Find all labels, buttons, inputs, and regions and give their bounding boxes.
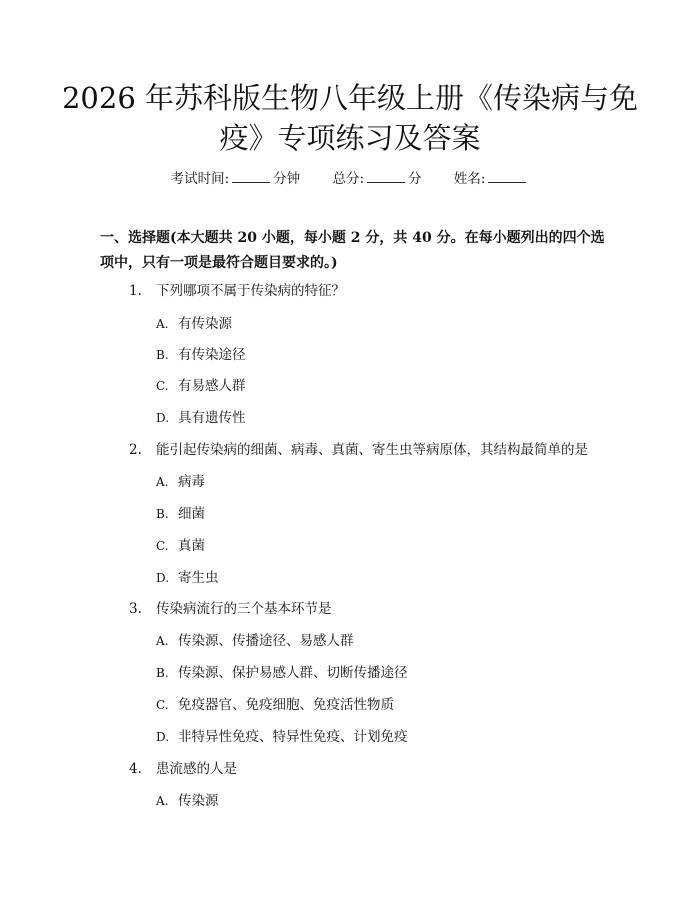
name-blank bbox=[488, 168, 526, 183]
option-text: 有传染源 bbox=[178, 316, 232, 332]
option-letter: D. bbox=[156, 571, 170, 585]
option-2d bbox=[156, 568, 219, 588]
option-2c bbox=[156, 536, 205, 556]
option-letter: A. bbox=[156, 794, 169, 808]
option-text: 具有遗传性 bbox=[178, 410, 246, 426]
option-letter: B. bbox=[156, 666, 169, 680]
option-3a bbox=[156, 631, 354, 651]
option-letter: A. bbox=[156, 634, 169, 648]
option-1c bbox=[156, 376, 246, 396]
option-text: 有传染途径 bbox=[178, 347, 246, 363]
page-title: 2026 年苏科版生物八年级上册《传染病与免疫》专项练习及答案 bbox=[61, 81, 639, 155]
question-stem: 传染病流行的三个基本环节是 bbox=[156, 601, 332, 617]
question-number: 4. bbox=[129, 761, 142, 777]
total-score-label: 总分: bbox=[332, 171, 365, 187]
question-number: 2. bbox=[129, 442, 142, 458]
section-heading: 一、选择题(本大题共 20 小题，每小题 2 分，共 40 分。在每小题列出的四个选项中，只有一项是最符合题目要求的。) bbox=[100, 230, 605, 271]
option-1d bbox=[156, 408, 246, 428]
option-text: 传染源 bbox=[178, 793, 219, 809]
total-score-unit: 分 bbox=[408, 171, 422, 187]
option-text: 真菌 bbox=[178, 538, 205, 554]
option-3c bbox=[156, 695, 394, 715]
question-number: 3. bbox=[129, 601, 142, 617]
option-text: 传染源、传播途径、易感人群 bbox=[178, 633, 354, 649]
option-letter: C. bbox=[156, 379, 169, 393]
option-2b bbox=[156, 504, 205, 524]
option-3b bbox=[156, 663, 408, 683]
question-stem: 能引起传染病的细菌、病毒、真菌、寄生虫等病原体，其结构最简单的是 bbox=[156, 442, 588, 458]
option-1a bbox=[156, 314, 232, 334]
name-label: 姓名: bbox=[453, 171, 486, 187]
option-text: 免疫器官、免疫细胞、免疫活性物质 bbox=[178, 697, 394, 713]
option-letter: B. bbox=[156, 507, 169, 521]
total-score-field bbox=[332, 168, 421, 189]
option-letter: C. bbox=[156, 698, 169, 712]
name-field bbox=[454, 168, 530, 189]
option-3d bbox=[156, 727, 408, 747]
option-text: 细菌 bbox=[178, 506, 205, 522]
option-letter: D. bbox=[156, 411, 170, 425]
exam-time-unit: 分钟 bbox=[273, 171, 301, 187]
exam-time-field bbox=[171, 168, 301, 189]
option-4a bbox=[156, 791, 219, 811]
option-text: 病毒 bbox=[178, 474, 205, 490]
question-stem: 患流感的人是 bbox=[156, 761, 237, 777]
option-text: 寄生虫 bbox=[178, 570, 219, 586]
option-text: 传染源、保护易感人群、切断传播途径 bbox=[178, 665, 408, 681]
total-score-blank bbox=[367, 168, 405, 183]
option-text: 非特异性免疫、特异性免疫、计划免疫 bbox=[178, 729, 408, 745]
option-2a bbox=[156, 472, 205, 492]
option-letter: D. bbox=[156, 730, 170, 744]
option-letter: B. bbox=[156, 348, 169, 362]
option-letter: C. bbox=[156, 539, 169, 553]
exam-info-line bbox=[0, 168, 700, 189]
exam-time-label: 考试时间: bbox=[170, 171, 230, 187]
question-number: 1. bbox=[129, 283, 142, 299]
option-letter: A. bbox=[156, 475, 169, 489]
option-letter: A. bbox=[156, 317, 169, 331]
option-text: 有易感人群 bbox=[178, 378, 246, 394]
option-1b bbox=[156, 345, 246, 365]
question-stem: 下列哪项不属于传染病的特征？ bbox=[156, 283, 345, 299]
exam-time-blank bbox=[232, 168, 270, 183]
